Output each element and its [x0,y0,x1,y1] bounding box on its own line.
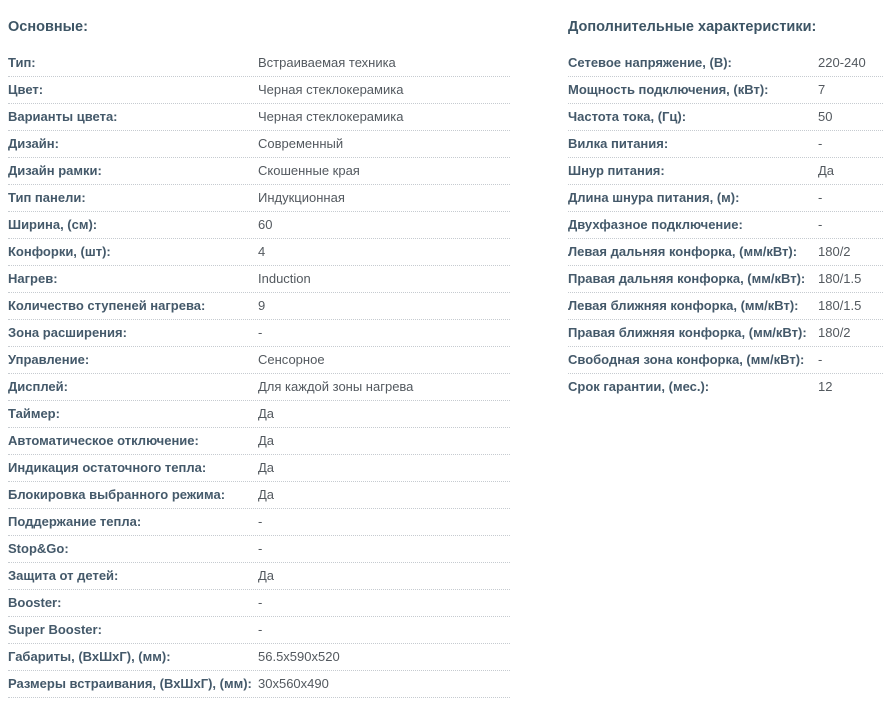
spec-rows-additional [568,50,883,400]
spec-value: - [818,190,823,205]
spec-label: Индикация остаточного тепла: [8,460,207,475]
spec-row [8,266,510,293]
spec-row [568,266,883,293]
spec-rows-main [8,50,510,698]
spec-row [8,671,510,698]
spec-label: Защита от детей: [8,568,119,583]
spec-value: - [258,541,263,556]
spec-value: 180/2 [818,244,851,259]
spec-section-additional [568,19,883,698]
spec-label: Зона расширения: [8,325,127,340]
spec-row [8,536,510,563]
spec-row [8,509,510,536]
spec-row [568,77,883,104]
spec-value: Встраиваемая техника [258,55,396,70]
spec-label: Частота тока, (Гц): [568,109,687,124]
spec-value: Черная стеклокерамика [258,109,404,124]
spec-value: Современный [258,136,344,151]
spec-label: Конфорки, (шт): [8,244,111,259]
spec-value: Да [258,487,275,502]
spec-label: Срок гарантии, (мес.): [568,379,710,394]
spec-label: Шнур питания: [568,163,665,178]
spec-row [8,401,510,428]
spec-label: Автоматическое отключение: [8,433,199,448]
spec-value: Черная стеклокерамика [258,82,404,97]
spec-row [8,293,510,320]
spec-label: Дизайн: [8,136,59,151]
spec-row [8,320,510,347]
spec-value: 180/2 [818,325,851,340]
spec-row [568,104,883,131]
spec-row [568,239,883,266]
spec-row [8,158,510,185]
spec-row [8,644,510,671]
spec-row [568,212,883,239]
spec-label: Booster: [8,595,62,610]
spec-label: Правая дальняя конфорка, (мм/кВт): [568,271,806,286]
spec-value: 7 [818,82,826,97]
spec-section-main [8,19,510,698]
spec-row [8,239,510,266]
spec-row [8,347,510,374]
spec-label: Таймер: [8,406,60,421]
spec-value: - [258,514,263,529]
spec-row [8,617,510,644]
spec-row [8,590,510,617]
spec-row [8,77,510,104]
spec-value: 180/1.5 [818,298,862,313]
spec-row [568,320,883,347]
spec-label: Сетевое напряжение, (В): [568,55,732,70]
section-title-main: Основные: [8,19,88,35]
spec-label: Нагрев: [8,271,58,286]
spec-label: Правая ближняя конфорка, (мм/кВт): [568,325,807,340]
spec-label: Размеры встраивания, (ВхШхГ), (мм): [8,676,252,691]
spec-row [568,293,883,320]
spec-row [568,374,883,400]
spec-value: Да [258,433,275,448]
spec-row [568,50,883,77]
spec-value: - [818,352,823,367]
spec-value: Да [818,163,835,178]
section-title-additional: Дополнительные характеристики: [568,19,817,35]
spec-row [8,455,510,482]
spec-value: 4 [258,244,266,259]
spec-row [568,131,883,158]
spec-label: Тип: [8,55,36,70]
spec-label: Левая дальняя конфорка, (мм/кВт): [568,244,798,259]
spec-value: Для каждой зоны нагрева [258,379,414,394]
spec-row [8,185,510,212]
spec-row [568,158,883,185]
spec-value: Да [258,568,275,583]
spec-value: Индукционная [258,190,345,205]
spec-label: Вилка питания: [568,136,669,151]
spec-value: - [258,325,263,340]
spec-label: Левая ближняя конфорка, (мм/кВт): [568,298,799,313]
spec-label: Мощность подключения, (кВт): [568,82,769,97]
spec-value: Да [258,460,275,475]
spec-value: - [818,136,823,151]
spec-value: 12 [818,379,833,394]
spec-row [8,50,510,77]
spec-label: Поддержание тепла: [8,514,142,529]
spec-row [8,131,510,158]
spec-label: Варианты цвета: [8,109,118,124]
spec-value: Induction [258,271,311,286]
spec-value: - [258,595,263,610]
spec-label: Двухфазное подключение: [568,217,743,232]
spec-label: Длина шнура питания, (м): [568,190,740,205]
spec-value: 220-240 [818,55,866,70]
spec-label: Свободная зона конфорка, (мм/кВт): [568,352,805,367]
spec-label: Цвет: [8,82,44,97]
spec-label: Дисплей: [8,379,68,394]
spec-label: Stop&Go: [8,541,69,556]
spec-value: - [258,622,263,637]
spec-value: 60 [258,217,273,232]
spec-label: Управление: [8,352,90,367]
spec-row [8,212,510,239]
spec-value: 50 [818,109,833,124]
spec-value: 180/1.5 [818,271,862,286]
spec-row [8,563,510,590]
spec-value: Сенсорное [258,352,325,367]
spec-row [568,185,883,212]
spec-label: Тип панели: [8,190,86,205]
spec-label: Super Booster: [8,622,102,637]
spec-label: Дизайн рамки: [8,163,102,178]
spec-row [8,104,510,131]
spec-row [8,374,510,401]
spec-value: Скошенные края [258,163,360,178]
spec-row [8,428,510,455]
spec-value: 9 [258,298,266,313]
spec-value: Да [258,406,275,421]
spec-row [8,482,510,509]
spec-label: Ширина, (см): [8,217,98,232]
spec-value: - [818,217,823,232]
spec-value: 56.5x590x520 [258,649,340,664]
spec-label: Количество ступеней нагрева: [8,298,206,313]
spec-label: Блокировка выбранного режима: [8,487,226,502]
spec-row [568,347,883,374]
spec-value: 30x560x490 [258,676,329,691]
spec-label: Габариты, (ВхШхГ), (мм): [8,649,171,664]
